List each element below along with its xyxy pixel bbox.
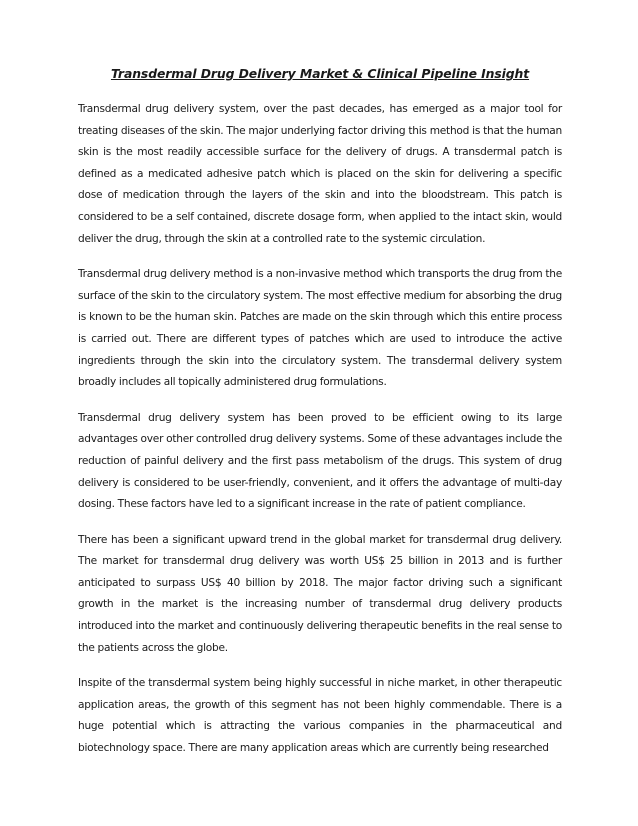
paragraph-method: Transdermal drug delivery method is a non-invasive method which transports the drug from the surface of the skin to the circulatory system. The most effective medium for absorbing the drug is known to be the human skin. Patches are made on the skin through which this entire process is carried out. There are different types of patches which are used to introduce the active ingredients through the skin into the circulatory system. The transdermal delivery system broadly includes all topically administered drug formulations. (78, 268, 562, 389)
paragraph-market: There has been a significant upward trend in the global market for transdermal drug delivery. The market for transdermal drug delivery was worth US$ 25 billion in 2013 and is further anticipated to surpass US$ 40 billion by 2018. The major factor driving such a significant growth in the market is the increasing number of transdermal drug delivery products introduced into the market and continuously delivering therapeutic benefits in the real sense to the patients across the globe. (78, 533, 562, 654)
paragraph-potential: Inspite of the transdermal system being highly successful in niche market, in other therapeutic application areas, the growth of this segment has not been highly commendable. There is a huge potential which is attracting the various companies in the pharmaceutical and biotechnology space. There are many application areas which are currently being researched (78, 677, 562, 755)
document-title: Transdermal Drug Delivery Market & Clinical Pipeline Insight (110, 66, 530, 81)
paragraph-advantages: Transdermal drug delivery system has been proved to be efficient owing to its large advantages over other controlled drug delivery systems. Some of these advantages include the reduction of painful delivery and the first pass metabolism of the drugs. This system of drug delivery is considered to be user-friendly, convenient, and it offers the advantage of multi-day dosing. These factors have led to a significant increase in the rate of patient compliance. (78, 411, 562, 511)
document-page (78, 66, 562, 774)
paragraph-intro: Transdermal drug delivery system, over the past decades, has emerged as a major tool for treating diseases of the skin. The major underlying factor driving this method is that the human skin is the most readily accessible surface for the delivery of drugs. A transdermal patch is defined as a medicated adhesive patch which is placed on the skin for delivering a specific dose of medication through the layers of the skin and into the bloodstream. This patch is considered to be a self contained, discrete dosage form, when applied to the intact skin, would deliver the drug, through the skin at a controlled rate to the systemic circulation. (78, 103, 562, 245)
